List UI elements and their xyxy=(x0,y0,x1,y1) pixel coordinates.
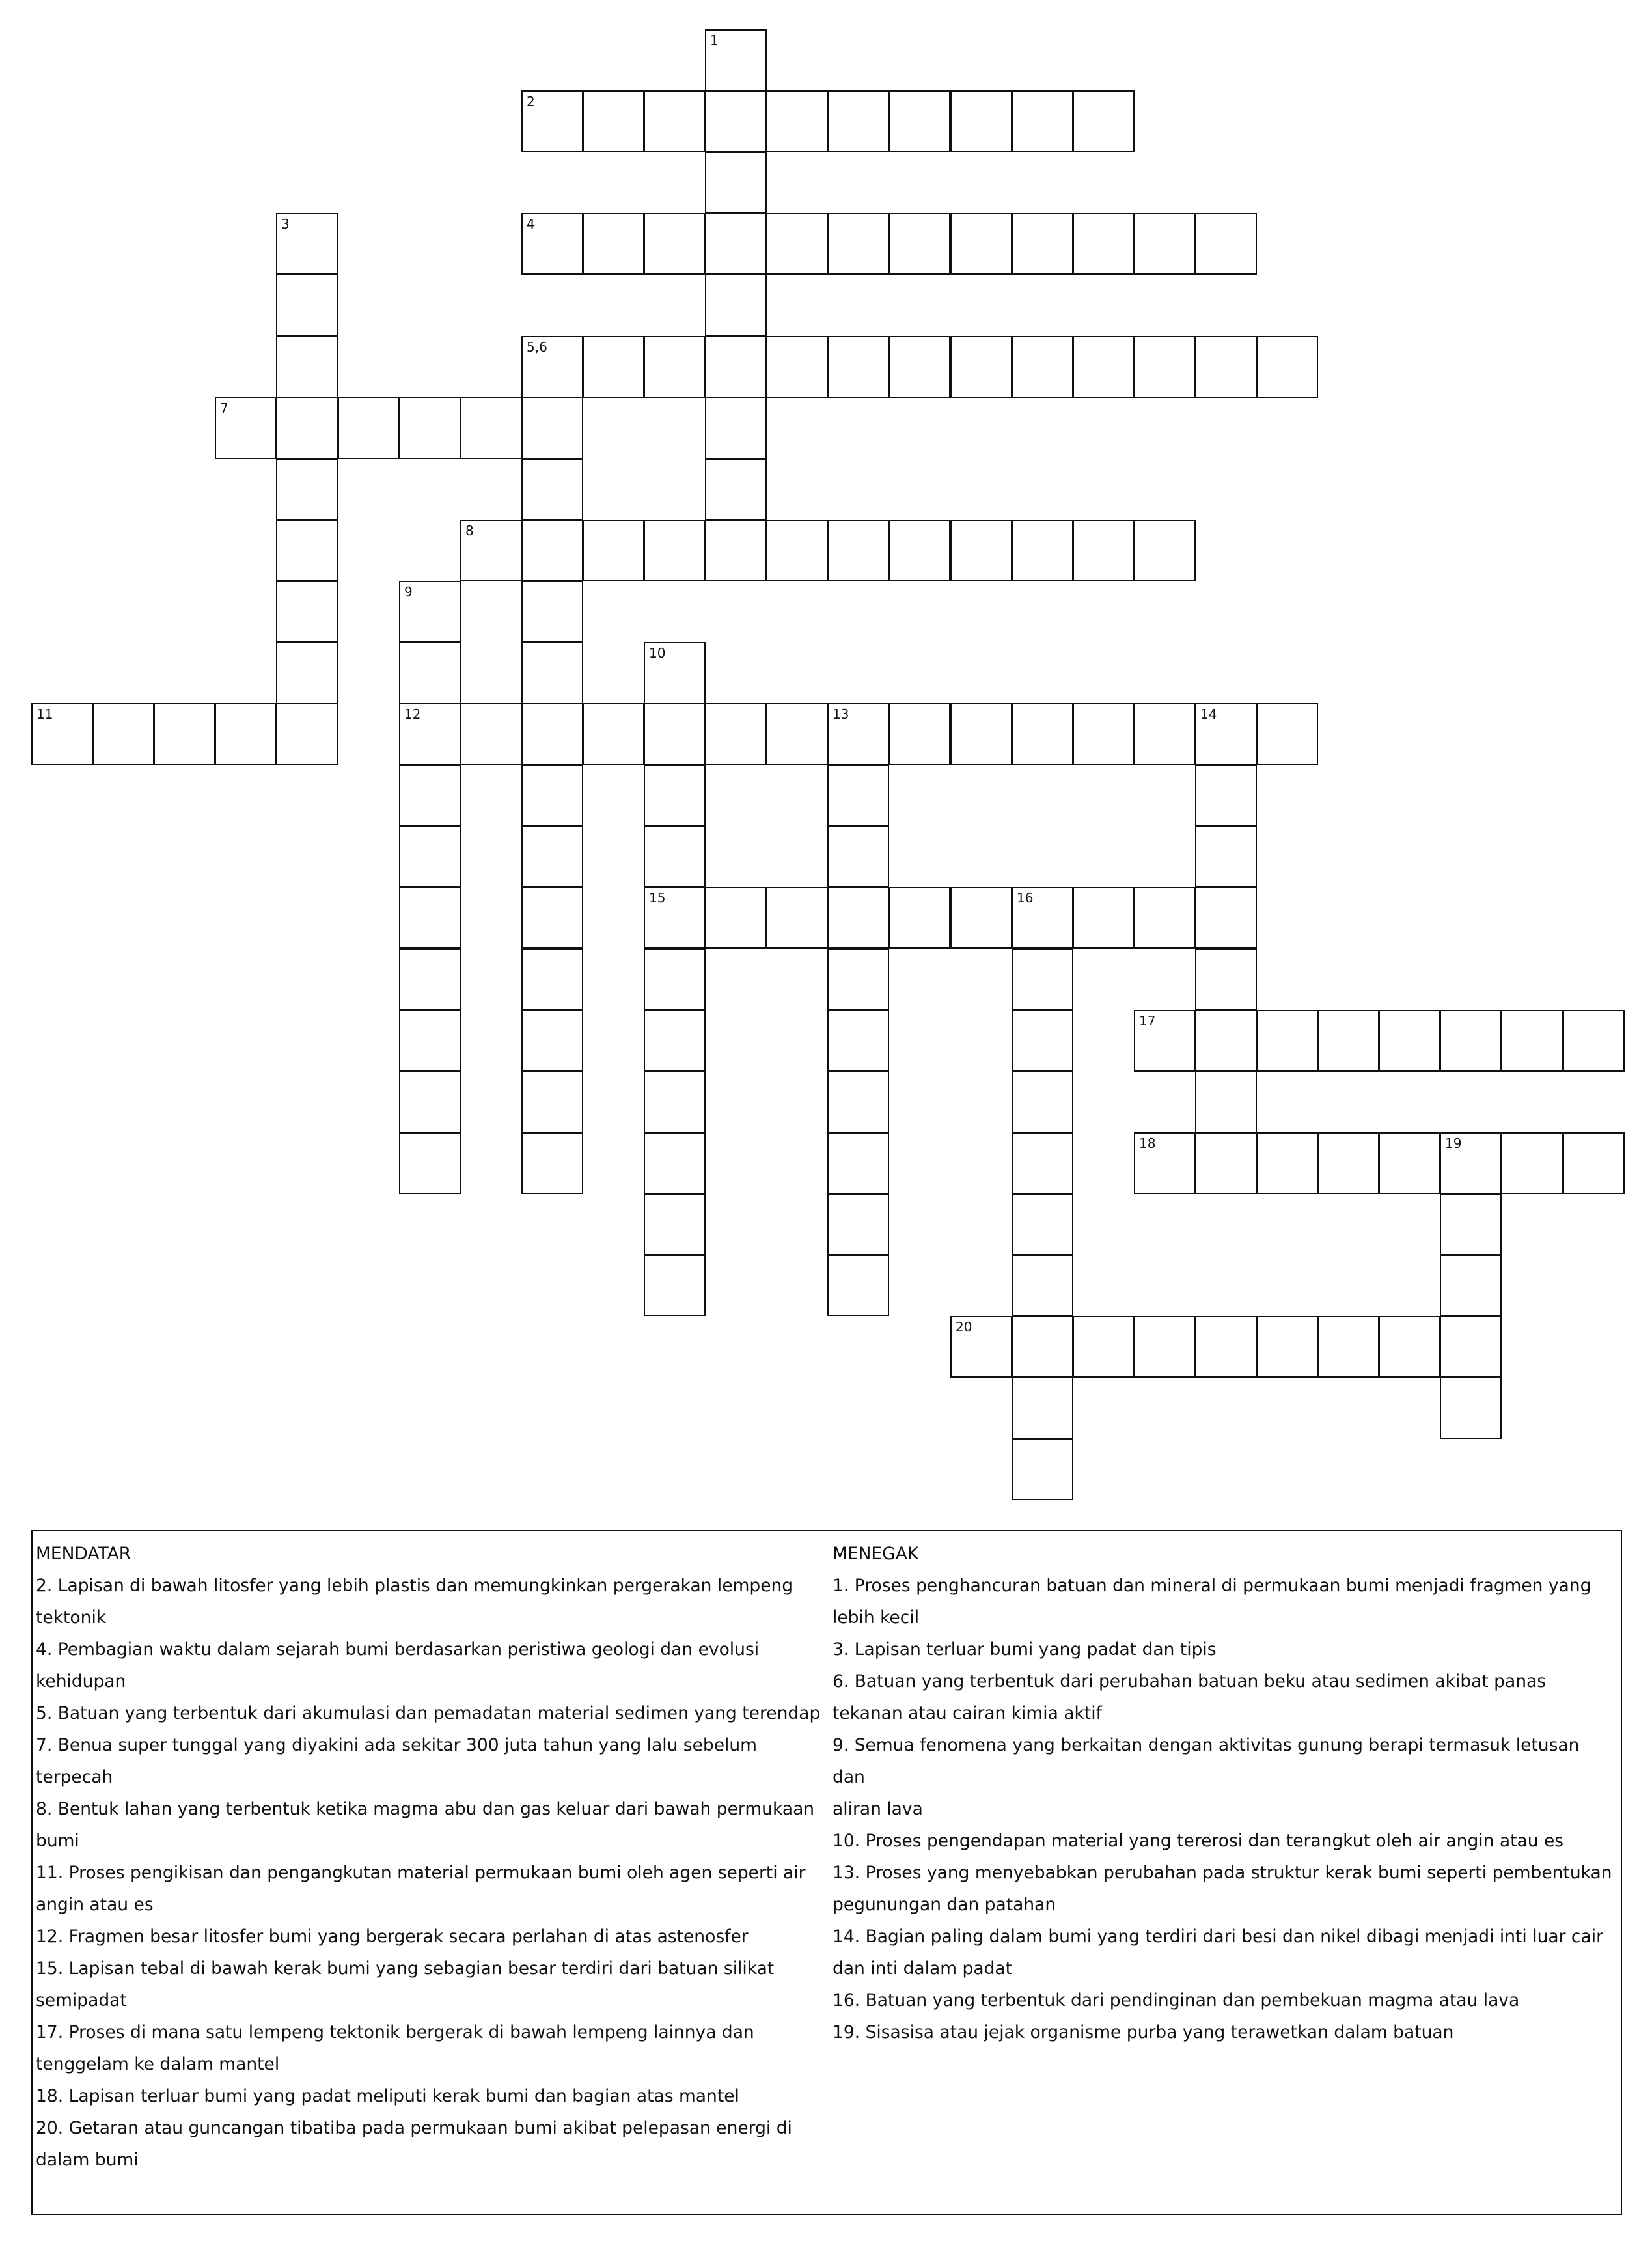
grid-cell[interactable] xyxy=(766,703,828,765)
grid-cell[interactable] xyxy=(521,520,583,581)
grid-cell[interactable] xyxy=(766,520,828,581)
grid-cell[interactable] xyxy=(888,887,950,949)
grid-cell[interactable] xyxy=(1440,1010,1502,1072)
across-clue-line: 4. Pembagian waktu dalam sejarah bumi berdasarkan peristiwa geologi dan evolusi xyxy=(36,1639,760,1660)
grid-cell[interactable] xyxy=(1317,1010,1379,1072)
grid-cell[interactable] xyxy=(644,1193,706,1255)
grid-cell[interactable] xyxy=(950,703,1012,765)
grid-cell[interactable] xyxy=(644,213,706,275)
grid-cell[interactable] xyxy=(827,887,889,949)
grid-cell[interactable] xyxy=(1317,1316,1379,1378)
grid-cell[interactable] xyxy=(583,213,644,275)
grid-cell[interactable] xyxy=(644,826,706,887)
across-clue-line: 17. Proses di mana satu lempeng tektonik bergerak di bawah lempeng lainnya dan xyxy=(36,2022,754,2042)
grid-cell[interactable] xyxy=(1195,336,1257,398)
clue-number: 12 xyxy=(404,706,421,722)
grid-cell[interactable] xyxy=(644,90,706,152)
grid-cell[interactable] xyxy=(705,29,767,91)
grid-cell[interactable] xyxy=(276,397,338,459)
grid-cell[interactable] xyxy=(521,581,583,643)
grid-cell[interactable] xyxy=(31,703,93,765)
grid-cell[interactable] xyxy=(1256,336,1318,398)
grid-cell[interactable] xyxy=(827,764,889,826)
grid-cell[interactable] xyxy=(1012,336,1073,398)
grid-cell[interactable] xyxy=(644,1132,706,1194)
across-clue-line: tektonik xyxy=(36,1608,107,1628)
across-clue-line: semipadat xyxy=(36,1990,127,2011)
grid-cell[interactable] xyxy=(1012,90,1073,152)
grid-cell[interactable] xyxy=(1256,703,1318,765)
grid-cell[interactable] xyxy=(1379,1132,1440,1194)
grid-cell[interactable] xyxy=(644,887,706,949)
grid-cell[interactable] xyxy=(644,1255,706,1316)
grid-cell[interactable] xyxy=(1073,90,1135,152)
clue-number: 7 xyxy=(220,400,228,416)
grid-cell[interactable] xyxy=(644,764,706,826)
across-clue-line: 12. Fragmen besar litosfer bumi yang bergerak secara perlahan di atas astenosfer xyxy=(36,1927,749,1947)
down-clue-line: lebih kecil xyxy=(833,1608,920,1628)
grid-cell[interactable] xyxy=(1379,1316,1440,1378)
grid-cell[interactable] xyxy=(1440,1255,1502,1316)
grid-cell[interactable] xyxy=(705,520,767,581)
grid-cell[interactable] xyxy=(583,703,644,765)
grid-cell[interactable] xyxy=(1379,1010,1440,1072)
grid-cell[interactable] xyxy=(1256,1316,1318,1378)
grid-cell[interactable] xyxy=(1501,1010,1563,1072)
grid-cell[interactable] xyxy=(827,336,889,398)
grid-cell[interactable] xyxy=(827,213,889,275)
down-clue-line: 6. Batuan yang terbentuk dari perubahan batuan beku atau sedimen akibat panas xyxy=(833,1671,1547,1691)
grid-cell[interactable] xyxy=(705,274,767,336)
grid-cell[interactable] xyxy=(705,90,767,152)
grid-cell[interactable] xyxy=(399,397,461,459)
grid-cell[interactable] xyxy=(521,1071,583,1133)
grid-cell[interactable] xyxy=(827,1132,889,1194)
grid-cell[interactable] xyxy=(583,520,644,581)
grid-cell[interactable] xyxy=(950,213,1012,275)
grid-cell[interactable] xyxy=(827,826,889,887)
clue-number: 15 xyxy=(649,890,666,906)
down-clue-line: aliran lava xyxy=(833,1799,923,1819)
grid-cell[interactable] xyxy=(827,1071,889,1133)
grid-cell[interactable] xyxy=(460,703,522,765)
grid-cell[interactable] xyxy=(1195,764,1257,826)
grid-cell[interactable] xyxy=(888,90,950,152)
grid-cell[interactable] xyxy=(276,642,338,704)
grid-cell[interactable] xyxy=(1501,1132,1563,1194)
clue-number: 8 xyxy=(465,523,474,538)
grid-cell[interactable] xyxy=(644,703,706,765)
grid-cell[interactable] xyxy=(1134,703,1196,765)
clue-number: 13 xyxy=(833,706,849,722)
down-clue-line: 9. Semua fenomena yang berkaitan dengan aktivitas gunung berapi termasuk letusan dan xyxy=(833,1735,1580,1787)
clue-number: 3 xyxy=(281,216,290,232)
grid-cell[interactable] xyxy=(1073,887,1135,949)
down-clue-line: pegunungan dan patahan xyxy=(833,1895,1056,1915)
grid-cell[interactable] xyxy=(583,90,644,152)
clue-number: 16 xyxy=(1017,890,1034,906)
grid-cell[interactable] xyxy=(1012,949,1073,1010)
grid-cell[interactable] xyxy=(827,520,889,581)
grid-cell[interactable] xyxy=(827,90,889,152)
grid-cell[interactable] xyxy=(521,887,583,949)
grid-cell[interactable] xyxy=(1563,1132,1625,1194)
grid-cell[interactable] xyxy=(276,458,338,520)
grid-cell[interactable] xyxy=(644,642,706,704)
grid-cell[interactable] xyxy=(399,826,461,887)
grid-cell[interactable] xyxy=(888,520,950,581)
grid-cell[interactable] xyxy=(1195,213,1257,275)
grid-cell[interactable] xyxy=(1195,1132,1257,1194)
grid-cell[interactable] xyxy=(399,764,461,826)
grid-cell[interactable] xyxy=(1256,1132,1318,1194)
across-clue-line: 18. Lapisan terluar bumi yang padat meliputi kerak bumi dan bagian atas mantel xyxy=(36,2086,739,2106)
grid-cell[interactable] xyxy=(1073,520,1135,581)
grid-cell[interactable] xyxy=(705,703,767,765)
down-clue-line: 16. Batuan yang terbentuk dari pendinginan dan pembekuan magma atau lava xyxy=(833,1990,1520,2011)
grid-cell[interactable] xyxy=(1134,1132,1196,1194)
grid-cell[interactable] xyxy=(399,1132,461,1194)
grid-cell[interactable] xyxy=(1195,949,1257,1010)
across-clue-line: dalam bumi xyxy=(36,2150,139,2170)
across-clue-line: terpecah xyxy=(36,1767,113,1787)
across-clue-line: angin atau es xyxy=(36,1895,154,1915)
clue-number: 1 xyxy=(710,33,719,48)
grid-cell[interactable] xyxy=(705,887,767,949)
grid-cell[interactable] xyxy=(827,1193,889,1255)
across-clue-line: 2. Lapisan di bawah litosfer yang lebih plastis dan memungkinkan pergerakan lempeng xyxy=(36,1576,793,1596)
down-clue-line: 1. Proses penghancuran batuan dan mineral di permukaan bumi menjadi fragmen yang xyxy=(833,1576,1591,1596)
grid-cell[interactable] xyxy=(215,397,277,459)
grid-cell[interactable] xyxy=(521,1010,583,1072)
clue-number: 2 xyxy=(527,94,535,109)
grid-cell[interactable] xyxy=(1195,1071,1257,1133)
grid-cell[interactable] xyxy=(399,642,461,704)
clue-number: 19 xyxy=(1445,1135,1462,1151)
grid-cell[interactable] xyxy=(521,949,583,1010)
grid-cell[interactable] xyxy=(1195,1316,1257,1378)
grid-cell[interactable] xyxy=(705,152,767,214)
grid-cell[interactable] xyxy=(766,887,828,949)
grid-cell[interactable] xyxy=(521,703,583,765)
grid-cell[interactable] xyxy=(521,213,583,275)
grid-cell[interactable] xyxy=(888,703,950,765)
grid-cell[interactable] xyxy=(1134,520,1196,581)
grid-cell[interactable] xyxy=(399,949,461,1010)
across-clue-line: kehidupan xyxy=(36,1671,126,1691)
clue-number: 20 xyxy=(956,1319,972,1335)
grid-cell[interactable] xyxy=(1012,1132,1073,1194)
grid-cell[interactable] xyxy=(521,397,583,459)
grid-cell[interactable] xyxy=(950,1316,1012,1378)
down-heading: MENEGAK xyxy=(833,1544,919,1564)
clue-number: 10 xyxy=(649,645,666,661)
grid-cell[interactable] xyxy=(766,90,828,152)
across-clue-line: 5. Batuan yang terbentuk dari akumulasi dan pemadatan material sedimen yang terendap xyxy=(36,1703,821,1723)
grid-cell[interactable] xyxy=(399,581,461,643)
across-clue-line: 7. Benua super tunggal yang diyakini ada sekitar 300 juta tahun yang lalu sebelum xyxy=(36,1735,757,1755)
clue-number: 4 xyxy=(527,216,535,232)
grid-cell[interactable] xyxy=(1012,1255,1073,1316)
grid-cell[interactable] xyxy=(521,764,583,826)
grid-cell[interactable] xyxy=(1012,520,1073,581)
grid-cell[interactable] xyxy=(1012,213,1073,275)
grid-cell[interactable] xyxy=(950,336,1012,398)
grid-cell[interactable] xyxy=(521,1132,583,1194)
clue-number: 14 xyxy=(1200,706,1217,722)
grid-cell[interactable] xyxy=(399,1010,461,1072)
grid-cell[interactable] xyxy=(888,336,950,398)
clue-box xyxy=(31,1530,1622,2215)
clue-number: 17 xyxy=(1139,1013,1156,1029)
grid-cell[interactable] xyxy=(1012,1193,1073,1255)
grid-cell[interactable] xyxy=(644,1071,706,1133)
grid-cell[interactable] xyxy=(705,213,767,275)
grid-cell[interactable] xyxy=(950,90,1012,152)
across-heading: MENDATAR xyxy=(36,1544,131,1564)
down-clue-line: 14. Bagian paling dalam bumi yang terdiri dari besi dan nikel dibagi menjadi inti luar cair xyxy=(833,1927,1603,1947)
grid-cell[interactable] xyxy=(1073,1316,1135,1378)
grid-cell[interactable] xyxy=(766,336,828,398)
grid-cell[interactable] xyxy=(950,520,1012,581)
clue-number: 5,6 xyxy=(527,339,547,355)
grid-cell[interactable] xyxy=(215,703,277,765)
across-clue-line: 8. Bentuk lahan yang terbentuk ketika magma abu dan gas keluar dari bawah permukaan xyxy=(36,1799,815,1819)
grid-cell[interactable] xyxy=(1012,1010,1073,1072)
grid-cell[interactable] xyxy=(154,703,215,765)
grid-cell[interactable] xyxy=(1073,213,1135,275)
grid-cell[interactable] xyxy=(1195,887,1257,949)
clue-number: 11 xyxy=(36,706,53,722)
grid-cell[interactable] xyxy=(399,1071,461,1133)
grid-cell[interactable] xyxy=(888,213,950,275)
down-clue-line: tekanan atau cairan kimia aktif xyxy=(833,1703,1102,1723)
down-clues xyxy=(833,1538,1617,2048)
grid-cell[interactable] xyxy=(705,336,767,398)
clue-number: 18 xyxy=(1139,1135,1156,1151)
grid-cell[interactable] xyxy=(1012,1377,1073,1439)
grid-cell[interactable] xyxy=(1440,1316,1502,1378)
grid-cell[interactable] xyxy=(521,826,583,887)
grid-cell[interactable] xyxy=(827,1255,889,1316)
down-clue-line: 19. Sisasisa atau jejak organisme purba yang terawetkan dalam batuan xyxy=(833,2022,1454,2042)
grid-cell[interactable] xyxy=(1073,703,1135,765)
grid-cell[interactable] xyxy=(276,703,338,765)
grid-cell[interactable] xyxy=(1134,213,1196,275)
grid-cell[interactable] xyxy=(276,520,338,581)
grid-cell[interactable] xyxy=(1012,1316,1073,1378)
grid-cell[interactable] xyxy=(1563,1010,1625,1072)
grid-cell[interactable] xyxy=(338,397,400,459)
grid-cell[interactable] xyxy=(276,336,338,398)
grid-cell[interactable] xyxy=(276,581,338,643)
grid-cell[interactable] xyxy=(705,458,767,520)
grid-cell[interactable] xyxy=(276,274,338,336)
across-clue-line: bumi xyxy=(36,1831,79,1851)
grid-cell[interactable] xyxy=(276,213,338,275)
down-clue-line: 13. Proses yang menyebabkan perubahan pada struktur kerak bumi seperti pembentukan xyxy=(833,1863,1612,1883)
clue-number: 9 xyxy=(404,584,413,600)
grid-cell[interactable] xyxy=(521,90,583,152)
grid-cell[interactable] xyxy=(460,397,522,459)
grid-cell[interactable] xyxy=(827,949,889,1010)
grid-cell[interactable] xyxy=(521,642,583,704)
grid-cell[interactable] xyxy=(1440,1132,1502,1194)
grid-cell[interactable] xyxy=(705,397,767,459)
grid-cell[interactable] xyxy=(1134,887,1196,949)
grid-cell[interactable] xyxy=(1256,1010,1318,1072)
grid-cell[interactable] xyxy=(583,336,644,398)
across-clues xyxy=(36,1538,833,2176)
across-clue-line: tenggelam ke dalam mantel xyxy=(36,2054,280,2074)
grid-cell[interactable] xyxy=(521,336,583,398)
grid-cell[interactable] xyxy=(399,887,461,949)
grid-cell[interactable] xyxy=(1195,1010,1257,1072)
grid-cell[interactable] xyxy=(766,213,828,275)
grid-cell[interactable] xyxy=(1317,1132,1379,1194)
grid-cell[interactable] xyxy=(1073,336,1135,398)
grid-cell[interactable] xyxy=(1195,826,1257,887)
grid-cell[interactable] xyxy=(1134,1010,1196,1072)
down-clue-line: dan inti dalam padat xyxy=(833,1958,1013,1979)
grid-cell[interactable] xyxy=(1012,1071,1073,1133)
grid-cell[interactable] xyxy=(460,520,522,581)
grid-cell[interactable] xyxy=(1440,1193,1502,1255)
grid-cell[interactable] xyxy=(827,703,889,765)
grid-cell[interactable] xyxy=(92,703,154,765)
grid-cell[interactable] xyxy=(1012,703,1073,765)
grid-cell[interactable] xyxy=(399,703,461,765)
grid-cell[interactable] xyxy=(644,949,706,1010)
across-clue-line: 20. Getaran atau guncangan tibatiba pada permukaan bumi akibat pelepasan energi di xyxy=(36,2118,792,2138)
grid-cell[interactable] xyxy=(1012,1438,1073,1500)
grid-cell[interactable] xyxy=(950,887,1012,949)
down-clue-line: 10. Proses pengendapan material yang tererosi dan terangkut oleh air angin atau es xyxy=(833,1831,1564,1851)
grid-cell[interactable] xyxy=(1195,703,1257,765)
grid-cell[interactable] xyxy=(1134,336,1196,398)
grid-cell[interactable] xyxy=(1440,1377,1502,1439)
grid-cell[interactable] xyxy=(1012,887,1073,949)
down-clue-line: 3. Lapisan terluar bumi yang padat dan tipis xyxy=(833,1639,1217,1660)
grid-cell[interactable] xyxy=(521,458,583,520)
across-clue-line: 11. Proses pengikisan dan pengangkutan material permukaan bumi oleh agen seperti air xyxy=(36,1863,806,1883)
grid-cell[interactable] xyxy=(644,1010,706,1072)
across-clue-line: 15. Lapisan tebal di bawah kerak bumi yang sebagian besar terdiri dari batuan silikat xyxy=(36,1958,775,1979)
grid-cell[interactable] xyxy=(1134,1316,1196,1378)
grid-cell[interactable] xyxy=(644,520,706,581)
grid-cell[interactable] xyxy=(644,336,706,398)
grid-cell[interactable] xyxy=(827,1010,889,1072)
